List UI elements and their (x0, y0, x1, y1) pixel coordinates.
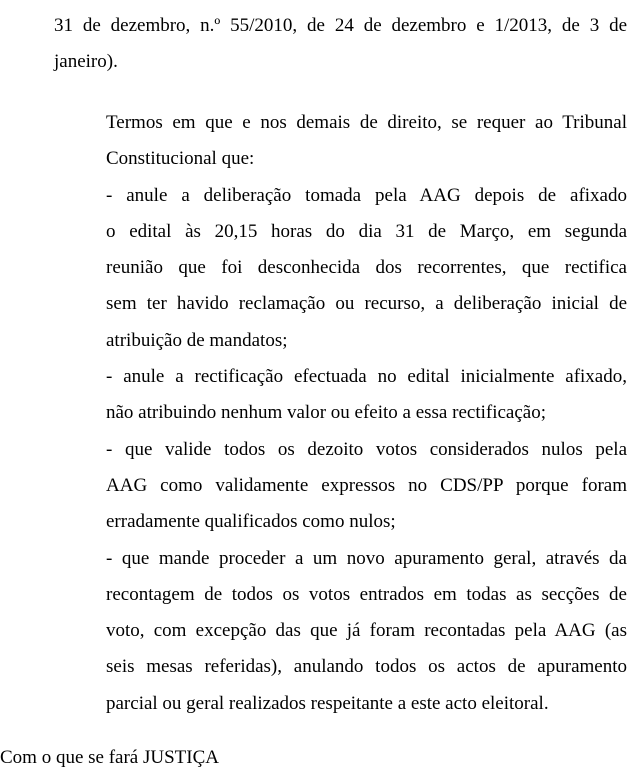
text-line: - que valide todos os dezoito votos considerados nulos pela (106, 438, 627, 460)
text-line: AAG como validamente expressos no CDS/PP porque foram (106, 474, 627, 496)
text-line: o edital às 20,15 horas do dia 31 de Março, em segunda (106, 220, 627, 242)
intro-paragraph (54, 8, 627, 81)
text-line: Constitucional que: (106, 148, 255, 170)
text-line: 31 de dezembro, n.º 55/2010, de 24 de dezembro e 1/2013, de 3 de (54, 15, 627, 36)
text-line: janeiro). (54, 51, 118, 73)
petition-paragraph (106, 105, 627, 722)
text-line: seis mesas referidas), anulando todos os actos de apuramento (106, 656, 627, 678)
text-line: não atribuindo nenhum valor ou efeito a essa rectificação; (106, 402, 546, 424)
text-line: - que mande proceder a um novo apuramento geral, através da (106, 547, 627, 569)
text-line: reunião que foi desconhecida dos recorrentes, que rectifica (106, 257, 627, 279)
text-line: voto, com excepção das que já foram recontadas pela AAG (as (106, 620, 627, 642)
text-line: - anule a deliberação tomada pela AAG depois de afixado (106, 184, 627, 206)
text-line: - anule a rectificação efectuada no edital inicialmente afixado, (106, 366, 627, 388)
text-line: atribuição de mandatos; (106, 329, 288, 351)
text-line: Termos em que e nos demais de direito, se requer ao Tribunal (106, 112, 627, 133)
text-line: parcial ou geral realizados respeitante a este acto eleitoral. (106, 692, 549, 714)
closing-statement: Com o que se fará JUSTIÇA (0, 747, 219, 768)
text-line: sem ter havido reclamação ou recurso, a deliberação inicial de (106, 293, 627, 315)
text-line: recontagem de todos os votos entrados em todas as secções de (106, 583, 627, 605)
text-line: erradamente qualificados como nulos; (106, 511, 396, 533)
